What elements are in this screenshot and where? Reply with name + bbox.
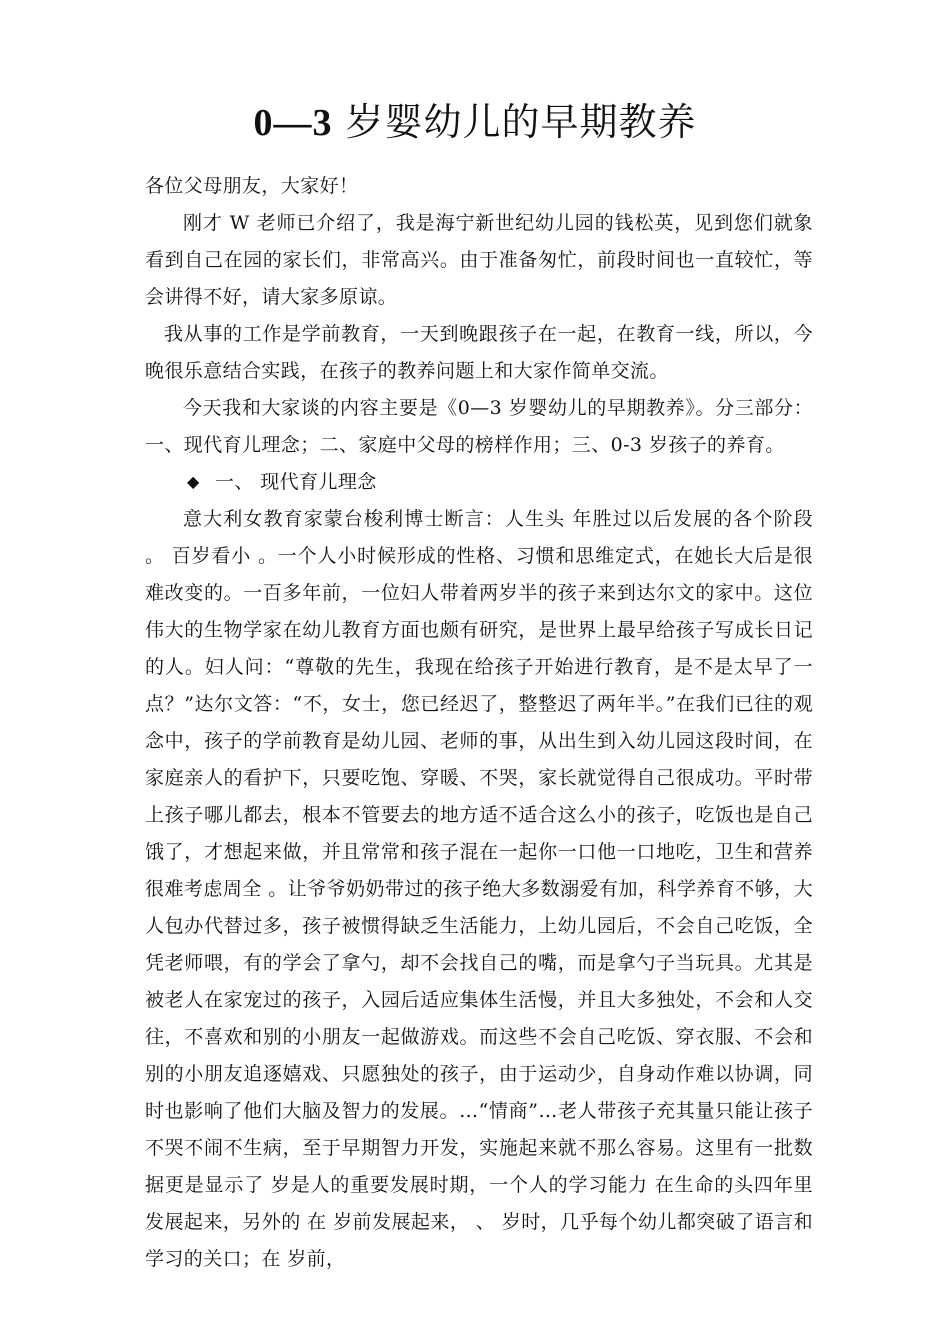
section-heading-text: 一、 现代育儿理念: [215, 471, 377, 493]
intro-paragraph: 刚才 W 老师已介绍了，我是海宁新世纪幼儿园的钱松英，见到您们就象看到自己在园的家长们，非常高兴。由于准备匆忙，前段时间也一直较忙，等会讲得不好，请大家多原谅。: [145, 212, 813, 308]
work-paragraph: 我从事的工作是学前教育，一天到晚跟孩子在一起，在教育一线，所以，今晚很乐意结合实践，在孩子的教养问题上和大家作简单交流。: [145, 323, 813, 382]
document-title: [0, 96, 950, 149]
greeting-line: 各位父母朋友，大家好！: [145, 175, 359, 197]
outline-paragraph: 今天我和大家谈的内容主要是《0—3 岁婴幼儿的早期教养》。分三部分：一、现代育儿理念；二、家庭中父母的榜样作用；三、0-3 岁孩子的养育。: [145, 397, 813, 456]
document-body: [145, 168, 813, 1278]
title-text: 岁婴幼儿的早期教养: [332, 100, 697, 144]
section-body-paragraph: 意大利女教育家蒙台梭利博士断言：人生头 年胜过以后发展的各个阶段 。 百岁看小 。一个人小时候形成的性格、习惯和思维定式，在她长大后是很难改变的。一百多年前，一位妇人带着两岁半的孩子来到达尔文的家中。这位伟大的生物学家在幼儿教育方面也颇有研究，是世界上最早给孩子写成长日记的人。妇人问：“尊敬的先生，我现在给孩子开始进行教育，是不是太早了一点？”达尔文答：“不，女士，您已经迟了，整整迟了两年半。”在我们已往的观念中，孩子的学前教育是幼儿园、老师的事，从出生到入幼儿园这段时间，在家庭亲人的看护下，只要吃饱、穿暖、不哭，家长就觉得自己很成功。平时带上孩子哪儿都去，根本不管要去的地方适不适合这么小的孩子，吃饭也是自己饿了，才想起来做，并且常常和孩子混在一起你一口他一口地吃，卫生和营养很难考虑周全 。让爷爷奶奶带过的孩子绝大多数溺爱有加，科学养育不够，大人包办代替过多，孩子被惯得缺乏生活能力，上幼儿园后，不会自己吃饭，全凭老师喂，有的学会了拿勺，却不会找自己的嘴，而是拿勺子当玩具。尤其是被老人在家宠过的孩子，入园后适应集体生活慢，并且大多独处，不会和人交往，不喜欢和别的小朋友一起做游戏。而这些不会自己吃饭、穿衣服、不会和别的小朋友追逐嬉戏、只愿独处的孩子，由于运动少，自身动作难以协调，同时也影响了他们大脑及智力的发展。…“情商”…老人带孩子充其量只能让孩子不哭不闹不生病，至于早期智力开发，实施起来就不那么容易。这里有一批数据更是显示了 岁是人的重要发展时期，一个人的学习能力 在生命的头四年里发展起来，另外的 在 岁前发展起来， 、 岁时，几乎每个幼儿都突破了语言和学习的关口；在 岁前，: [145, 508, 813, 1270]
section-heading: [145, 464, 813, 501]
title-age-range: 0—3: [253, 102, 333, 144]
diamond-bullet-icon: ◆: [187, 472, 200, 491]
